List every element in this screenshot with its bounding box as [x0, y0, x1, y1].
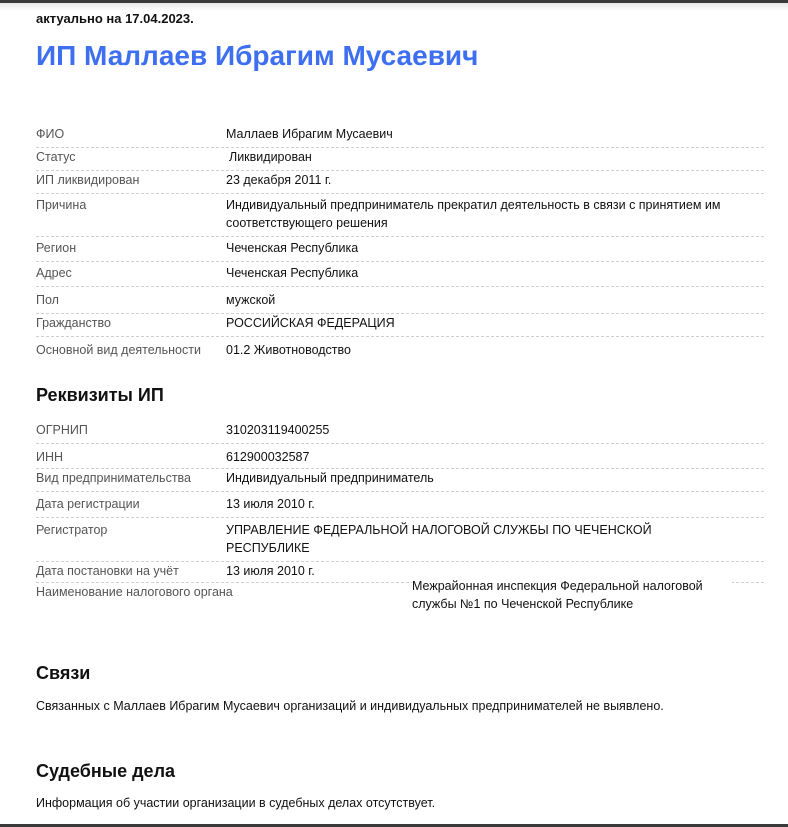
section-title-connections: Связи [36, 663, 91, 683]
main-info-table [36, 125, 764, 363]
row-value: 612900032587 [226, 450, 310, 464]
row-value: Маллаев Ибрагим Мусаевич [226, 127, 393, 141]
row-label: ФИО [36, 127, 65, 141]
top-shadow [0, 3, 788, 11]
row-label: Дата регистрации [36, 497, 140, 511]
section-title-court-cases: Судебные дела [36, 761, 176, 781]
req-row-registrar [36, 518, 764, 562]
row-label: Статус [36, 150, 76, 164]
info-row-liquidated [36, 171, 764, 194]
row-value: Чеченская Республика [226, 241, 359, 255]
info-row-status [36, 148, 764, 171]
row-value: УПРАВЛЕНИЕ ФЕДЕРАЛЬНОЙ НАЛОГОВОЙ СЛУЖБЫ ПО ЧЕЧЕНСКОЙ РЕСПУБЛИКЕ [226, 523, 652, 555]
court-cases-text: Информация об участии организации в судебных делах отсутствует. [36, 796, 436, 810]
actuality-date: актуально на 17.04.2023. [36, 11, 194, 26]
row-label: ИНН [36, 450, 64, 464]
status-value: Ликвидирован [229, 150, 312, 164]
row-label: Гражданство [36, 316, 111, 330]
req-row-inn [36, 444, 764, 469]
row-label: Наименование налогового органа [36, 585, 233, 599]
req-row-business-type [36, 469, 764, 492]
row-value: Межрайонная инспекция Федеральной налоговой службы №1 по Чеченской Республике [412, 577, 732, 613]
row-label: ИП ликвидирован [36, 173, 140, 187]
row-value: 23 декабря 2011 г. [226, 173, 332, 187]
row-value: РОССИЙСКАЯ ФЕДЕРАЦИЯ [226, 316, 395, 330]
row-value: мужской [226, 293, 276, 307]
row-label: Регион [36, 241, 77, 255]
row-value: Индивидуальный предприниматель прекратил деятельность в связи с принятием им соответствующего решения [226, 198, 721, 230]
row-value: 13 июля 2010 г. [226, 497, 315, 511]
info-row-reason [36, 194, 764, 237]
info-row-citizenship [36, 314, 764, 337]
row-label: Адрес [36, 266, 72, 280]
row-value: 310203119400255 [226, 423, 330, 437]
row-label: Пол [36, 293, 59, 307]
row-value: Индивидуальный предприниматель [226, 471, 434, 485]
info-row-address [36, 262, 764, 287]
row-value: 01.2 Животноводство [226, 343, 351, 357]
section-title-requisites: Реквизиты ИП [36, 385, 164, 405]
row-label: Дата постановки на учёт [36, 564, 179, 578]
row-label: ОГРНИП [36, 423, 88, 437]
info-row-region [36, 237, 764, 262]
req-row-tax-authority [36, 577, 764, 621]
row-label: Вид предпринимательства [36, 471, 191, 485]
req-row-reg-date [36, 492, 764, 518]
info-row-activity [36, 337, 764, 363]
row-label: Регистратор [36, 523, 108, 537]
info-row-fio [36, 125, 764, 148]
connections-text: Связанных с Маллаев Ибрагим Мусаевич организаций и индивидуальных предпринимателей не выявлено. [36, 699, 664, 713]
row-value: Чеченская Республика [226, 266, 359, 280]
info-row-gender [36, 287, 764, 314]
page-title: ИП Маллаев Ибрагим Мусаевич [36, 40, 479, 71]
requisites-table [36, 421, 764, 621]
row-label: Причина [36, 198, 87, 212]
row-value: 13 июля 2010 г. [226, 564, 315, 578]
row-label: Основной вид деятельности [36, 343, 201, 357]
req-row-ogrnip [36, 421, 764, 444]
